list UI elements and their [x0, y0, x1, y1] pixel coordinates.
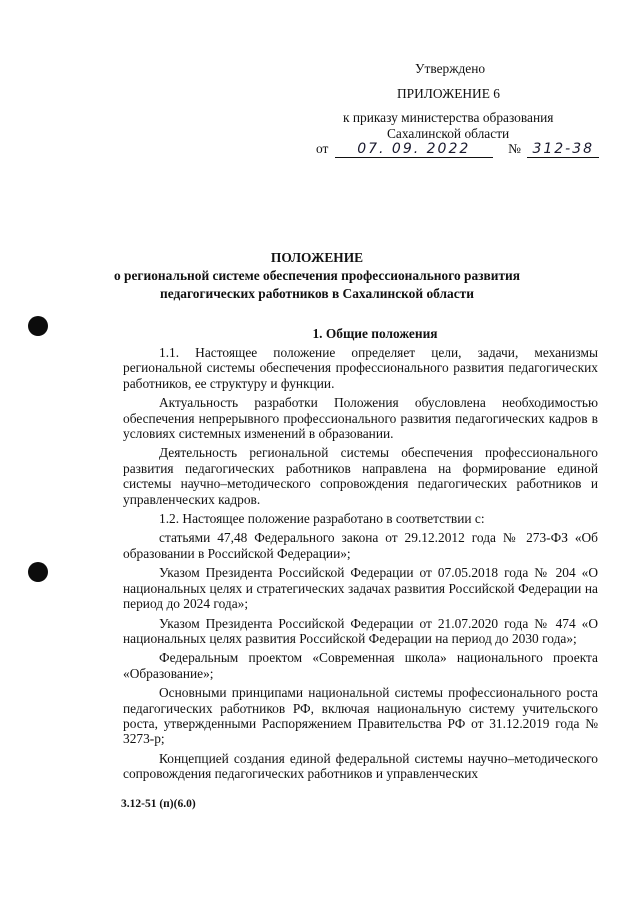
section-heading: 1. Общие положения	[312, 326, 438, 341]
order-reference-line2: Сахалинской области	[387, 126, 510, 141]
punch-hole-top	[28, 316, 48, 336]
paragraph: 1.2. Настоящее положение разработано в соответствии с:	[159, 511, 485, 527]
paragraph: Федеральным проектом «Современная школа» национального проекта «Образование»;	[123, 650, 598, 681]
paragraph: Указом Президента Российской Федерации от 07.05.2018 года № 204 «О национальных целях и стратегических задачах развития Российской Федерации на период до 2024 года»;	[123, 565, 598, 612]
paragraph: Указом Президента Российской Федерации от 21.07.2020 года № 474 «О национальных целях развития Российской Федерации на период до 2030 года»;	[123, 615, 598, 646]
paragraph: Основными принципами национальной системы профессионального роста педагогических работников РФ, включая национальную систему учительского роста, утвержденными Распоряжением Правительства РФ от 31.12.2019 года № 3273-р;	[123, 685, 598, 747]
punch-hole-bottom	[28, 562, 48, 582]
paragraph: Деятельность региональной системы обеспечения профессионального развития педагогических работников направлена на формирование единой системы научно–методического сопровождения педагогических работников и управленческих кадров.	[123, 445, 598, 507]
order-date-number-line	[316, 141, 599, 158]
section-body	[123, 345, 598, 782]
paragraph: 1.1. Настоящее положение определяет цели, задачи, механизмы региональной системы обеспечения профессионального развития педагогических работников, ее структуру и функции.	[123, 345, 598, 391]
from-label: от	[316, 141, 329, 156]
form-code: 3.12-51 (п)(6.0)	[121, 798, 196, 810]
document-subtitle-line1: о региональной системе обеспечения профессионального развития	[113, 268, 521, 283]
number-label: №	[508, 141, 521, 156]
handwritten-number: 312-38	[527, 141, 599, 158]
order-reference-line1: к приказу министерства образования	[343, 110, 554, 125]
document-title: ПОЛОЖЕНИЕ	[270, 250, 364, 265]
appendix-label: ПРИЛОЖЕНИЕ 6	[397, 86, 500, 101]
paragraph: Концепцией создания единой федеральной системы научно–методического сопровождения педагогических работников и управленческих	[123, 750, 598, 782]
approved-label: Утверждено	[415, 61, 486, 76]
document-subtitle-line2: педагогических работников в Сахалинской области	[160, 286, 474, 301]
paragraph: статьями 47,48 Федерального закона от 29.12.2012 года № 273-ФЗ «Об образовании в Российской Федерации»;	[123, 530, 598, 561]
paragraph: Актуальность разработки Положения обусловлена необходимостью обеспечения непрерывного профессионального развития педагогических кадров в условиях системных изменений в образовании.	[123, 395, 598, 442]
handwritten-date: 07. 09. 2022	[335, 141, 493, 158]
